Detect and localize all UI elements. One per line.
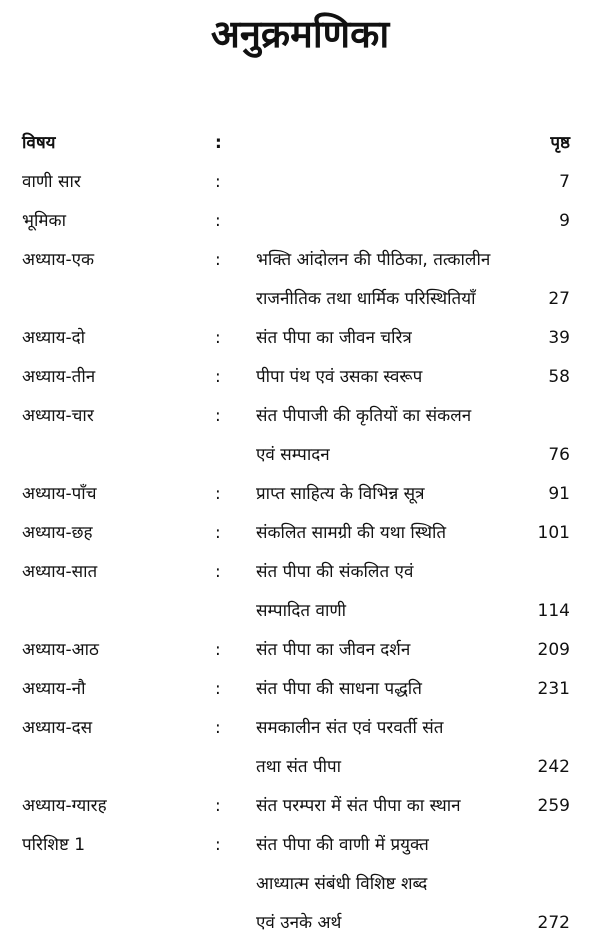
entry-topic: संत पीपा का जीवन चरित्र [256,328,412,348]
entry-page-number: 9 [559,211,570,231]
entry-topic: तथा संत पीपा [256,757,342,777]
toc-entry-line [22,358,574,397]
entry-topic: भक्ति आंदोलन की पीठिका, तत्कालीन [256,250,491,270]
entry-topic: संत पीपा की संकलित एवं [256,562,414,582]
entry-topic: संत परम्परा में संत पीपा का स्थान [256,796,461,816]
toc-entry-line [22,397,574,436]
entry-page-number: 58 [548,367,570,387]
toc-entry [22,397,574,475]
header-subject: विषय [22,133,56,153]
entry-colon: : [215,484,221,504]
toc-entry-line [22,631,574,670]
entry-subject: अध्याय-सात [22,562,98,582]
entry-subject: भूमिका [22,211,66,231]
entry-colon: : [215,796,221,816]
toc-entry-line [22,475,574,514]
toc-entry [22,241,574,319]
toc-entry-line [22,709,574,748]
entry-topic: आध्यात्म संबंधी विशिष्ट शब्द [256,874,428,894]
toc-entry [22,670,574,709]
toc-entry-line [22,904,574,943]
toc-entry [22,787,574,826]
toc-entry [22,553,574,631]
entry-topic: समकालीन संत एवं परवर्ती संत [256,718,444,738]
entry-page-number: 91 [548,484,570,504]
toc-entry-line [22,592,574,631]
entry-subject: अध्याय-आठ [22,640,99,660]
toc-entry [22,826,574,943]
toc-entries [22,163,574,943]
entry-topic: पीपा पंथ एवं उसका स्वरूप [256,367,423,387]
entry-subject: अध्याय-दो [22,328,86,348]
entry-topic: प्राप्त साहित्य के विभिन्न सूत्र [256,484,425,504]
entry-page-number: 114 [537,601,570,621]
entry-page-number: 242 [537,757,570,777]
entry-colon: : [215,562,221,582]
entry-subject: परिशिष्ट 1 [22,835,86,855]
entry-subject: अध्याय-दस [22,718,93,738]
entry-topic: संत पीपाजी की कृतियों का संकलन [256,406,472,426]
entry-colon: : [215,523,221,543]
entry-subject: अध्याय-एक [22,250,95,270]
toc-entry-line [22,241,574,280]
toc-entry-line [22,670,574,709]
entry-colon: : [215,211,221,231]
toc-entry-line [22,514,574,553]
entry-topic: सम्पादित वाणी [256,601,347,621]
entry-subject: अध्याय-पाँच [22,484,97,504]
entry-colon: : [215,328,221,348]
entry-subject: अध्याय-तीन [22,367,96,387]
toc-entry-line [22,787,574,826]
entry-subject: अध्याय-छह [22,523,93,543]
entry-colon: : [215,835,221,855]
entry-colon: : [215,679,221,699]
entry-topic: संकलित सामग्री की यथा स्थिति [256,523,447,543]
entry-colon: : [215,640,221,660]
toc-entry [22,319,574,358]
toc-entry-line [22,865,574,904]
entry-colon: : [215,718,221,738]
entry-topic: संत पीपा की वाणी में प्रयुक्त [256,835,429,855]
entry-topic: संत पीपा की साधना पद्धति [256,679,422,699]
toc-entry [22,163,574,202]
entry-subject: अध्याय-ग्यारह [22,796,107,816]
entry-colon: : [215,367,221,387]
entry-page-number: 209 [537,640,570,660]
toc-header-row [22,124,574,163]
entry-topic: एवं सम्पादन [256,445,330,465]
entry-page-number: 259 [537,796,570,816]
entry-page-number: 27 [548,289,570,309]
toc-entry [22,202,574,241]
toc-entry [22,475,574,514]
entry-page-number: 231 [537,679,570,699]
toc-entry-line [22,202,574,241]
toc-entry-line [22,436,574,475]
entry-topic: एवं उनके अर्थ [256,913,342,933]
toc-entry [22,709,574,787]
entry-topic: संत पीपा का जीवन दर्शन [256,640,411,660]
page-title: अनुक्रमणिका [210,12,390,56]
toc-entry-line [22,163,574,202]
table-of-contents [22,124,574,943]
toc-entry-line [22,553,574,592]
entry-colon: : [215,172,221,192]
entry-page-number: 7 [559,172,570,192]
header-page: पृष्ठ [550,133,570,153]
entry-topic: राजनीतिक तथा धार्मिक परिस्थितियाँ [256,289,476,309]
entry-page-number: 76 [548,445,570,465]
toc-entry-line [22,280,574,319]
entry-colon: : [215,406,221,426]
toc-entry-line [22,748,574,787]
entry-colon: : [215,250,221,270]
toc-header-line [22,124,574,163]
entry-page-number: 272 [537,913,570,933]
entry-page-number: 101 [537,523,570,543]
toc-entry [22,514,574,553]
entry-subject: वाणी सार [22,172,81,192]
toc-entry-line [22,319,574,358]
entry-subject: अध्याय-नौ [22,679,86,699]
entry-subject: अध्याय-चार [22,406,94,426]
toc-entry [22,358,574,397]
header-colon: : [215,133,222,153]
entry-page-number: 39 [548,328,570,348]
toc-entry [22,631,574,670]
toc-entry-line [22,826,574,865]
